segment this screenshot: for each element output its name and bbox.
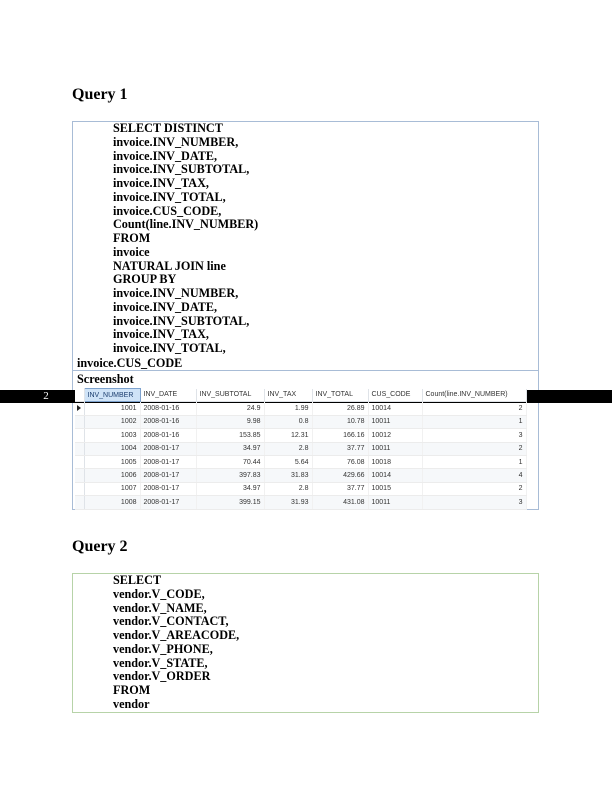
grid-cell: 1 — [422, 415, 526, 428]
table-row[interactable] — [75, 402, 526, 415]
table-row[interactable] — [75, 415, 526, 428]
grid-cell: 2.8 — [264, 482, 312, 495]
result-grid — [75, 388, 526, 510]
table-row[interactable] — [75, 455, 526, 468]
grid-column-header[interactable]: INV_SUBTOTAL — [196, 389, 264, 402]
grid-cell: 4 — [422, 469, 526, 482]
code-line: vendor.V_CODE, — [113, 586, 205, 601]
code-line: invoice.INV_NUMBER, — [113, 134, 239, 149]
grid-cell: 26.89 — [312, 402, 368, 415]
code-line: vendor.V_PHONE, — [113, 641, 213, 656]
grid-cell: 166.16 — [312, 429, 368, 442]
grid-cell: 10012 — [368, 429, 422, 442]
grid-cell: 1006 — [84, 469, 140, 482]
grid-cell: 3 — [422, 429, 526, 442]
row-indicator — [75, 482, 84, 495]
query2-box — [72, 573, 539, 713]
grid-cell: 10011 — [368, 496, 422, 509]
grid-cell: 70.44 — [196, 455, 264, 468]
query1-heading: Query 1 — [72, 86, 128, 103]
grid-cell: 1008 — [84, 496, 140, 509]
grid-cell: 1.99 — [264, 402, 312, 415]
grid-cell: 2 — [422, 482, 526, 495]
code-line: invoice.INV_TOTAL, — [113, 341, 226, 355]
grid-cell: 10.78 — [312, 415, 368, 428]
grid-cell: 2 — [422, 402, 526, 415]
grid-header-row — [75, 389, 526, 402]
code-line: invoice.INV_TOTAL, — [113, 189, 226, 204]
grid-cell: 10014 — [368, 469, 422, 482]
grid-cell: 2008-01-17 — [140, 455, 196, 468]
grid-column-header[interactable]: INV_NUMBER — [84, 389, 140, 402]
grid-cell: 34.97 — [196, 482, 264, 495]
code-line: vendor.V_STATE, — [113, 655, 208, 670]
grid-column-header[interactable]: INV_DATE — [140, 389, 196, 402]
grid-cell: 10018 — [368, 455, 422, 468]
code-line: NATURAL JOIN line — [113, 258, 226, 273]
grid-cell: 2008-01-17 — [140, 469, 196, 482]
grid-cell: 2008-01-17 — [140, 442, 196, 455]
grid-cell: 2.8 — [264, 442, 312, 455]
table-row[interactable] — [75, 469, 526, 482]
grid-cell: 431.08 — [312, 496, 368, 509]
row-indicator — [75, 469, 84, 482]
current-row-arrow-icon — [77, 405, 81, 411]
grid-cell: 31.83 — [264, 469, 312, 482]
grid-column-header[interactable]: INV_TOTAL — [312, 389, 368, 402]
code-line: invoice.CUS_CODE, — [113, 203, 222, 218]
row-indicator — [75, 455, 84, 468]
code-line: invoice.INV_TAX, — [113, 327, 209, 342]
grid-cell: 5.64 — [264, 455, 312, 468]
grid-cell: 1007 — [84, 482, 140, 495]
grid-cell: 2008-01-17 — [140, 496, 196, 509]
code-line: vendor.V_CONTACT, — [113, 614, 229, 629]
row-indicator — [75, 415, 84, 428]
query2-code — [113, 574, 239, 712]
grid-cell: 2008-01-16 — [140, 415, 196, 428]
code-line: FROM — [113, 231, 151, 245]
grid-cell: 10011 — [368, 415, 422, 428]
grid-cell: 9.98 — [196, 415, 264, 428]
query1-separator — [73, 370, 538, 371]
query1-last-line: invoice.CUS_CODE — [77, 356, 183, 370]
code-line: invoice.INV_NUMBER, — [113, 286, 239, 300]
table-row[interactable] — [75, 429, 526, 442]
grid-cell: 10015 — [368, 482, 422, 495]
code-line: vendor.V_ORDER — [113, 669, 211, 684]
grid-cell: 397.83 — [196, 469, 264, 482]
grid-cell: 1005 — [84, 455, 140, 468]
code-line: vendor.V_NAME, — [113, 600, 207, 615]
code-line: SELECT DISTINCT — [113, 121, 223, 135]
code-line: invoice.INV_SUBTOTAL, — [113, 162, 250, 177]
grid-column-header[interactable]: CUS_CODE — [368, 389, 422, 402]
code-line: Count(line.INV_NUMBER) — [113, 217, 259, 232]
code-line: vendor — [113, 696, 150, 711]
row-indicator — [75, 402, 84, 415]
grid-cell: 3 — [422, 496, 526, 509]
grid-cell: 2008-01-17 — [140, 482, 196, 495]
grid-column-header[interactable]: Count(line.INV_NUMBER) — [422, 389, 526, 402]
grid-header-indicator — [75, 389, 84, 402]
table-row[interactable] — [75, 482, 526, 495]
grid-cell: 1003 — [84, 429, 140, 442]
grid-cell: 2008-01-16 — [140, 402, 196, 415]
grid-cell: 12.31 — [264, 429, 312, 442]
screenshot-caption: Screenshot — [77, 372, 134, 386]
grid-cell: 1002 — [84, 415, 140, 428]
grid-column-header[interactable]: INV_TAX — [264, 389, 312, 402]
page-number: 2 — [43, 390, 49, 402]
code-line: SELECT — [113, 573, 162, 587]
grid-cell: 0.8 — [264, 415, 312, 428]
grid-cell: 399.15 — [196, 496, 264, 509]
grid-cell: 37.77 — [312, 482, 368, 495]
grid-cell: 31.93 — [264, 496, 312, 509]
grid-cell: 2 — [422, 442, 526, 455]
grid-cell: 34.97 — [196, 442, 264, 455]
row-indicator — [75, 496, 84, 509]
code-line: invoice.INV_DATE, — [113, 299, 218, 314]
grid-cell: 37.77 — [312, 442, 368, 455]
grid-cell: 1 — [422, 455, 526, 468]
grid-cell: 2008-01-16 — [140, 429, 196, 442]
grid-cell: 153.85 — [196, 429, 264, 442]
code-line: invoice.INV_TAX, — [113, 176, 209, 190]
code-line: invoice — [113, 244, 150, 259]
code-line: invoice.INV_DATE, — [113, 148, 218, 163]
grid-cell: 1004 — [84, 442, 140, 455]
grid-cell: 10014 — [368, 402, 422, 415]
grid-cell: 24.9 — [196, 402, 264, 415]
table-row[interactable] — [75, 442, 526, 455]
table-row[interactable] — [75, 496, 526, 509]
code-line: vendor.V_AREACODE, — [113, 628, 240, 642]
query2-heading: Query 2 — [72, 538, 128, 555]
code-line: GROUP BY — [113, 272, 177, 287]
query1-code — [113, 122, 258, 356]
code-line: FROM — [113, 683, 151, 697]
grid-cell: 10011 — [368, 442, 422, 455]
code-line: invoice.INV_SUBTOTAL, — [113, 313, 250, 328]
grid-cell: 429.66 — [312, 469, 368, 482]
row-indicator — [75, 429, 84, 442]
row-indicator — [75, 442, 84, 455]
grid-cell: 76.08 — [312, 455, 368, 468]
grid-cell: 1001 — [84, 402, 140, 415]
